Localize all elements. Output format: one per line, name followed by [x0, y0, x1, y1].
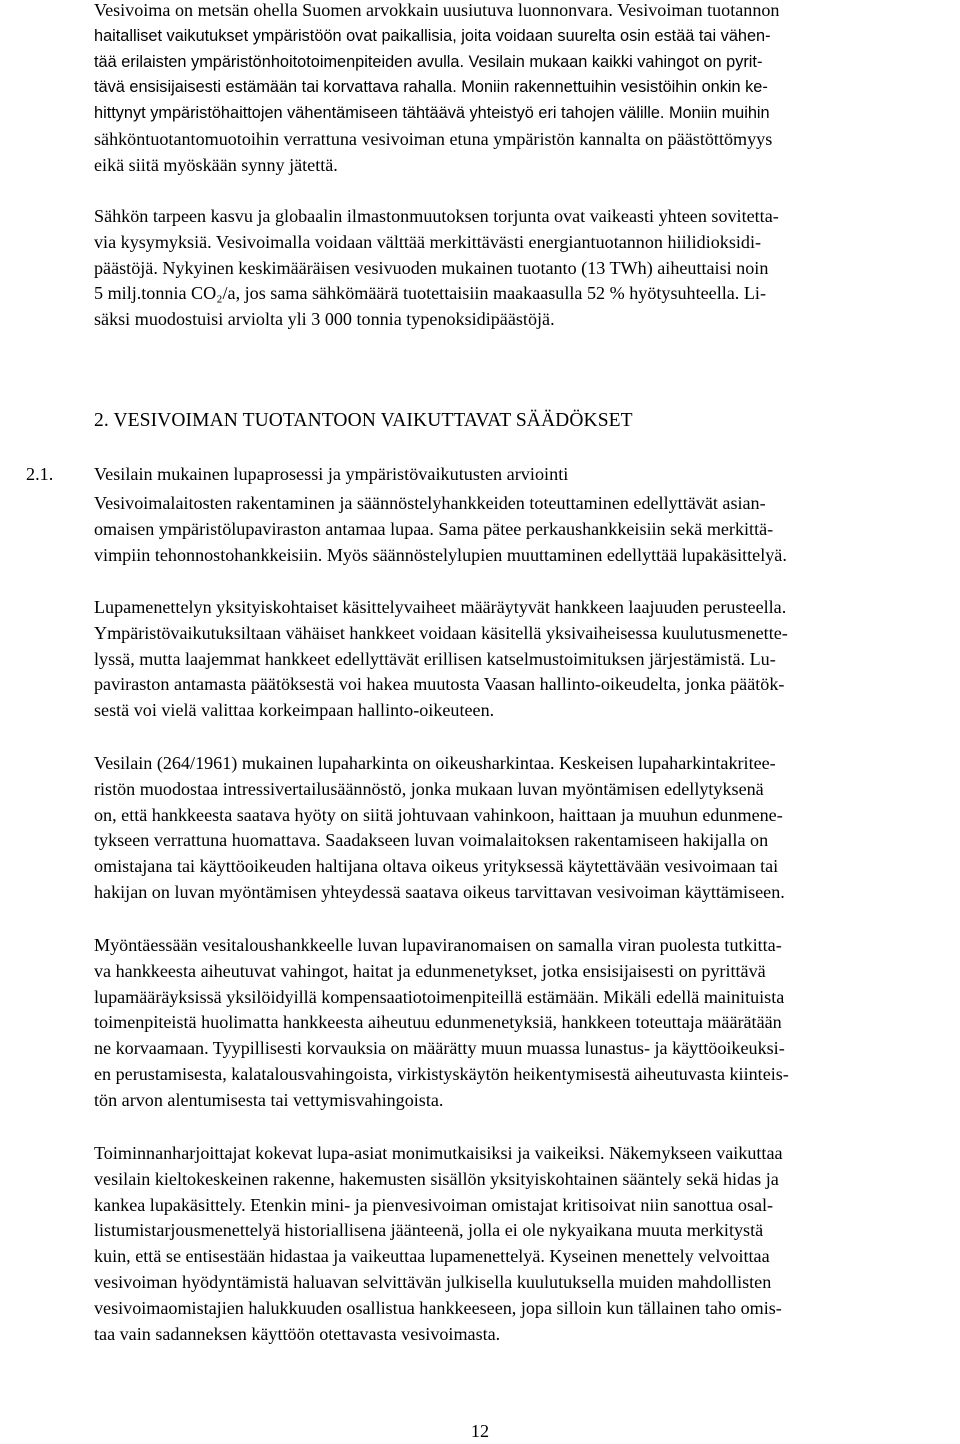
text-line: Sähkön tarpeen kasvu ja globaalin ilmastonmuutoksen torjunta ovat vaikeasti yhteen sovitetta- — [94, 206, 779, 226]
text-line: vesilain kieltokeskeinen rakenne, hakemusten sisällön yksityiskohtainen sääntely sekä hidas ja — [94, 1168, 779, 1189]
text-line: hakijan on luvan myöntämisen yhteydessä saatava oikeus tarvittavan vesivoiman käyttämiseen. — [94, 881, 785, 902]
page-number: 12 — [470, 1421, 490, 1441]
text-line: omistajana tai käyttöoikeuden haltijana oltava oikeus yrityksessä käytettävään vesivoimaan tai — [94, 856, 779, 877]
text-line: haitalliset vaikutukset ympäristöön ovat paikallisia, joita voidaan suurelta osin estää tai vähen- — [94, 26, 771, 45]
subsection-title: Vesilain mukainen lupaprosessi ja ympäristövaikutusten arviointi — [94, 464, 569, 484]
text-line: Toiminnanharjoittajat kokevat lupa-asiat monimutkaisiksi ja vaikeiksi. Näkemykseen vaikuttaa — [94, 1143, 783, 1163]
text-line: hittynyt ympäristöhaittojen vähentämiseen tähtäävä yhteistyö eri tahojen välille. Moniin muihin — [94, 104, 770, 123]
text-line: sestä voi vielä valittaa korkeimpaan hallinto-oikeuteen. — [94, 700, 495, 721]
section-paragraph-2 — [94, 595, 960, 724]
text-line: lyssä, mutta laajemmat hankkeet edellyttävät erillisen katselmustoimituksen järjestämistä. Lu- — [94, 648, 776, 669]
text-line: päästöjä. Nykyinen keskimääräisen vesivuoden mukainen tuotanto (13 TWh) aiheuttaisi noin — [94, 257, 769, 278]
text-line: vimpiin tehonnostohankkeisiin. Myös säännöstelylupien muuttaminen edellyttää lupakäsittelyä. — [94, 544, 787, 565]
text-line: on, että hankkeesta saatava hyöty on siitä johtuvaan vahinkoon, haittaan ja muuhun edunmene- — [94, 804, 783, 825]
subsection-number: 2.1. — [26, 464, 54, 484]
intro-paragraph-2 — [94, 204, 960, 333]
text-line: tykseen verrattuna huomattava. Saadakseen luvan voimalaitoksen rakentamiseen hakijalla on — [94, 830, 769, 851]
text-line: lupamääräyksissä yksilöidyillä kompensaatiotoimenpiteillä estämään. Mikäli edellä mainituista — [94, 986, 785, 1007]
text-line: Myöntäessään vesitaloushankkeelle luvan lupaviranomaisen on samalla viran puolesta tutkitta- — [94, 935, 782, 955]
text-line: va hankkeesta aiheutuvat vahingot, haitat ja edunmenetykset, jotka ensisijaisesti on pyrittävä — [94, 960, 766, 981]
text-line: säksi muodostuisi arviolta yli 3 000 tonnia typenoksidipäästöjä. — [94, 309, 555, 330]
text-line: Vesilain (264/1961) mukainen lupaharkinta on oikeusharkintaa. Keskeisen lupaharkintakritee- — [94, 753, 776, 773]
text-line: Vesivoima on metsän ohella Suomen arvokkain uusiutuva luonnonvara. Vesivoiman tuotannon — [94, 0, 780, 20]
text-line: sähköntuotantomuotoihin verrattuna vesivoiman etuna ympäristön kannalta on päästöttömyys — [94, 128, 773, 149]
text-line: Ympäristövaikutuksiltaan vähäiset hankkeet voidaan käsitellä yksivaiheisessa kuulutusmenette- — [94, 622, 788, 643]
text-line: ne korvaamaan. Tyypillisesti korvauksia on määrätty muun muassa lunastus- ja käyttöoikeuksi- — [94, 1038, 785, 1059]
text-line: vesivoimaomistajien halukkuuden osallistua hankkeeseen, jopa silloin kun tällainen taho omis- — [94, 1297, 782, 1318]
section-heading: 2. VESIVOIMAN TUOTANTOON VAIKUTTAVAT SÄÄDÖKSET — [94, 410, 633, 431]
text-line: en perustamisesta, kalatalousvahingoista, virkistyskäytön heikentymisestä aiheutuvasta kiinteis- — [94, 1063, 789, 1084]
section-paragraph-3 — [94, 751, 960, 906]
section-paragraph-1 — [94, 491, 960, 568]
text-line: eikä siitä myöskään synny jätettä. — [94, 154, 338, 175]
text-line: tää erilaisten ympäristönhoitotoimenpiteiden avulla. Vesilain mukaan kaikki vahingot on pyrit- — [94, 52, 763, 71]
text-line: tön arvon alentumisesta tai vettymisvahingoista. — [94, 1089, 444, 1110]
text-line: paviraston antamasta päätöksestä voi hakea muutosta Vaasan hallinto-oikeudelta, jonka päätök- — [94, 674, 785, 695]
text-line: Vesivoimalaitosten rakentaminen ja säännöstelyhankkeiden toteuttaminen edellyttävät asian- — [94, 493, 766, 513]
text-line: vesivoiman hyödyntämistä haluavan selvittävän julkisella kuulutuksella muiden mahdollisten — [94, 1271, 772, 1292]
text-line: via kysymyksiä. Vesivoimalla voidaan välttää merkittävästi energiantuotannon hiilidioksidi- — [94, 231, 762, 252]
text-line: kankea lupakäsittely. Etenkin mini- ja pienvesivoiman omistajat kritisoivat niin sanottua osal- — [94, 1194, 774, 1215]
section-paragraph-4 — [94, 933, 960, 1114]
text-line: toimenpiteistä huolimatta hankkeesta aiheutuu edunmenetyksiä, hankkeen toteuttaja määrätään — [94, 1012, 782, 1033]
text-line: 5 milj.tonnia CO₂/a, jos sama sähkömäärä tuotettaisiin maakaasulla 52 % hyötysuhteella. Li- — [94, 283, 766, 304]
text-line: kuin, että se entisestään hidastaa ja vaikeuttaa lupamenettelyä. Kyseinen menettely velvoittaa — [94, 1246, 770, 1267]
intro-paragraph-1 — [94, 0, 960, 179]
text-line: omaisen ympäristölupaviraston antamaa lupaa. Sama pätee perkaushankkeisiin sekä merkittä- — [94, 518, 774, 539]
text-line: taa vain sadanneksen käyttöön otettavasta vesivoimasta. — [94, 1323, 501, 1344]
section-paragraph-5 — [94, 1141, 960, 1347]
text-line: ristön muodostaa intressivertailusäännöstö, jonka mukaan luvan myöntämisen edellytyksenä — [94, 778, 764, 799]
text-line: Lupamenettelyn yksityiskohtaiset käsittelyvaiheet määräytyvät hankkeen laajuuden perusteella. — [94, 597, 787, 617]
text-line: listumistarjousmenettelyä historiallisena jäänteenä, jolla ei ole nykyaikana muuta merkitystä — [94, 1220, 764, 1241]
text-line: tävä ensisijaisesti estämään tai korvattava rahalla. Moniin rakennettuihin vesistöihin onkin ke- — [94, 78, 768, 97]
